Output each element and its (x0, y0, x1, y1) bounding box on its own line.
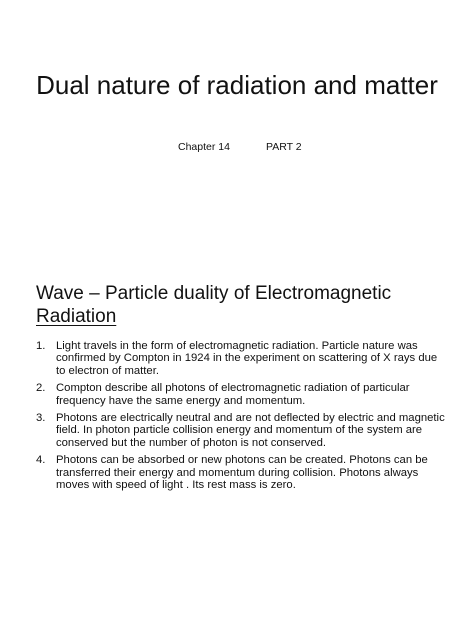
list-item-number: 4. (36, 454, 46, 467)
list-item-number: 2. (36, 382, 46, 395)
heading-line-1: Wave – Particle duality of Electromagnetic (36, 283, 392, 304)
list-item-text: Photons can be absorbed or new photons can be created. Photons can be transferred their energy and momentum during collision. Photons always moves with speed of light . Its rest mass is zero. (56, 454, 428, 492)
chapter-label: Chapter 14 (178, 141, 230, 153)
list-item-text: Photons are electrically neutral and are not deflected by electric and magnetic field. In photon particle collision energy and momentum of the system are conserved but the number of photon is not conserved. (56, 412, 445, 449)
list-item-number: 3. (36, 412, 46, 425)
slide-heading (36, 282, 446, 328)
points-list (36, 340, 448, 496)
list-item (36, 382, 448, 407)
slide-title: Dual nature of radiation and matter (36, 70, 438, 100)
slide-2 (0, 255, 474, 632)
list-item-text: Compton describe all photons of electromagnetic radiation of particular frequency have the same energy and momentum. (56, 382, 410, 407)
list-item-number: 1. (36, 340, 46, 352)
list-item (36, 340, 448, 377)
heading-line-2: Radiation (36, 306, 117, 327)
part-label: PART 2 (266, 141, 302, 153)
list-item (36, 412, 448, 449)
list-item-text: Light travels in the form of electromagnetic radiation. Particle nature was confirmed by Compton in 1924 in the experiment on scattering of X rays due to electron of matter. (56, 340, 438, 377)
list-item (36, 454, 448, 491)
slide-1 (0, 0, 474, 255)
